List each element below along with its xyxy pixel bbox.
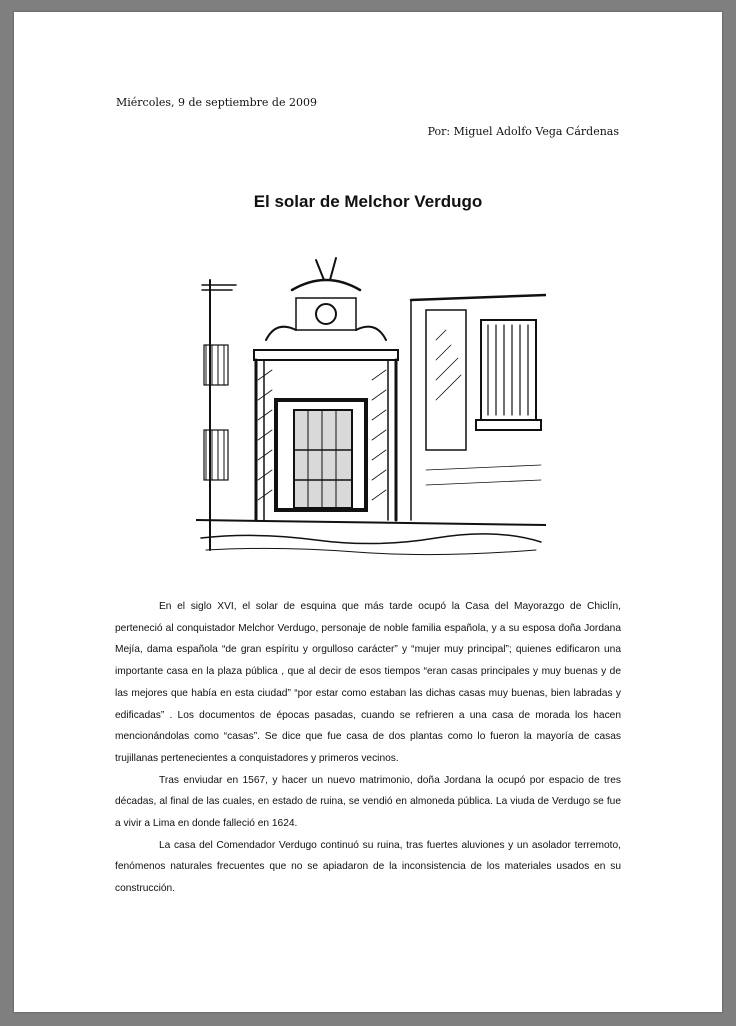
article-body (115, 596, 621, 900)
document-date: Miércoles, 9 de septiembre de 2009 (116, 96, 317, 109)
paragraph: En el siglo XVI, el solar de esquina que más tarde ocupó la Casa del Mayorazgo de Chiclín, perteneció al conquistador Melchor Verdugo, personaje de noble familia española, y a su esposa doña Jordana Mejía, dama española “de gran espíritu y orgulloso carácter” y “mujer muy principal”; quienes edificaron una importante casa en la plaza pública , que al decir de esos tiempos “eran casas principales y muy buenas y de las mejores que había en esta ciudad” “por estar como estaban las dichas casas muy buenas, bien labradas y edificadas” . Los documentos de épocas pasadas, cuando se refrieren a una casa de morada los hacen mencionándolas como “casas”. Se dice que fue casa de dos plantas como lo fueron la mayoría de casas trujillanas pertenecientes a conquistadores y primeros vecinos. (115, 601, 621, 764)
facade-sketch-image (196, 250, 546, 564)
document-author: Por: Miguel Adolfo Vega Cárdenas (427, 125, 619, 138)
paragraph: Tras enviudar en 1567, y hacer un nuevo matrimonio, doña Jordana la ocupó por espacio de tres décadas, al final de las cuales, en estado de ruina, se vendió en almoneda pública. La viuda de Verdugo se fue a vivir a Lima en donde falleció en 1624. (115, 774, 621, 830)
paragraph: La casa del Comendador Verdugo continuó su ruina, tras fuertes aluviones y un asolador terremoto, fenómenos naturales frecuentes que no se apiadaron de la inconsistencia de los materiales usados en su construcción. (115, 839, 621, 895)
document-title: El solar de Melchor Verdugo (253, 192, 483, 211)
document-page (14, 12, 722, 1012)
